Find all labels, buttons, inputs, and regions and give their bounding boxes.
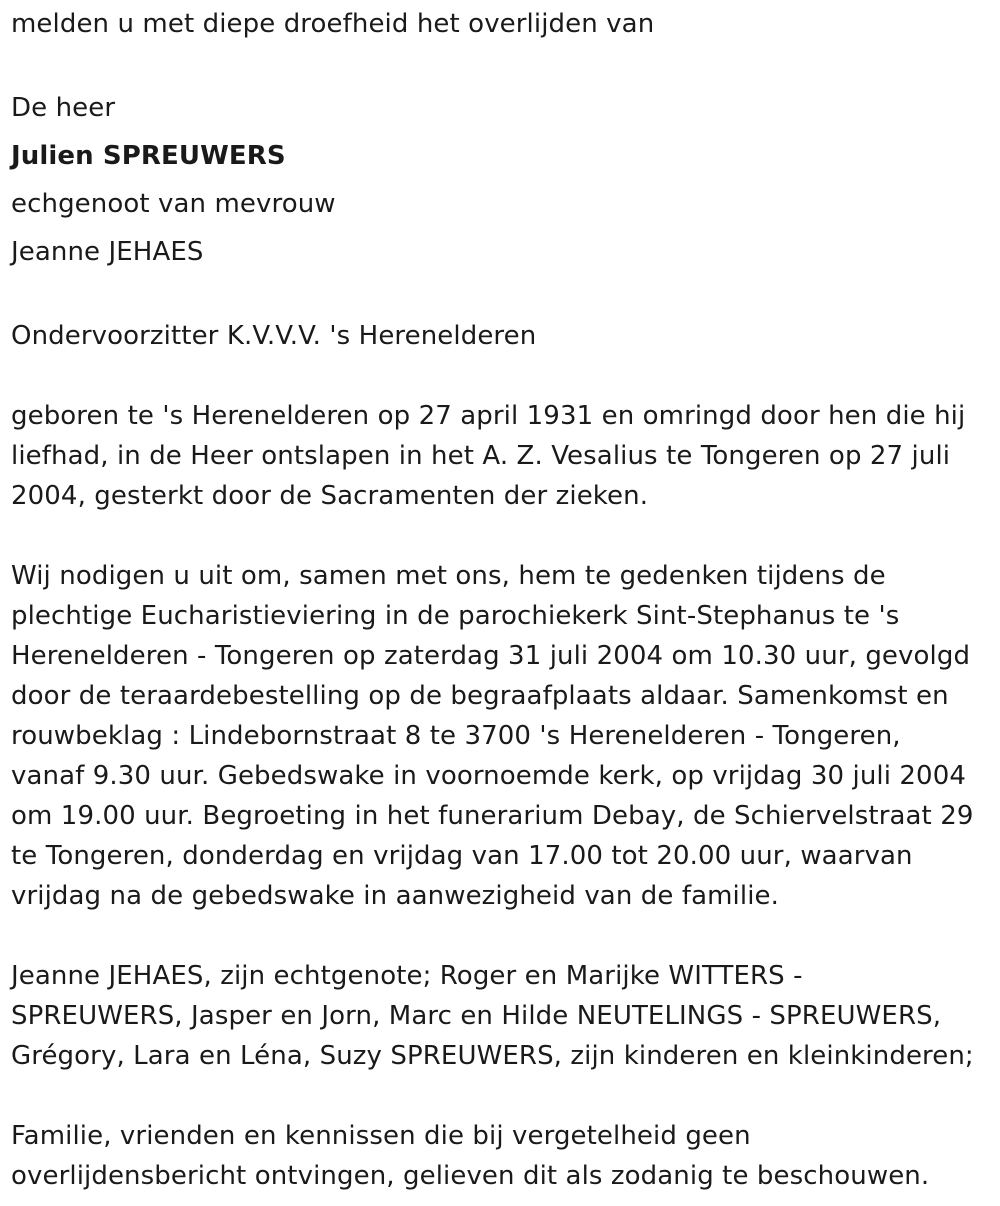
paragraph-line: plechtige Eucharistieviering in de parochiekerk Sint-Stephanus te 's (11, 601, 900, 631)
paragraph-line: Grégory, Lara en Léna, Suzy SPREUWERS, zijn kinderen en kleinkinderen; (11, 1041, 974, 1071)
paragraph-line: Familie, vrienden en kennissen die bij vergetelheid geen (11, 1121, 751, 1151)
salutation: De heer (11, 93, 116, 123)
birth-death-paragraph (11, 396, 993, 516)
spacer (11, 516, 993, 556)
spacer (11, 1076, 993, 1116)
role-text: Ondervoorzitter K.V.V.V. 's Herenelderen (11, 321, 537, 351)
paragraph-line: overlijdensbericht ontvingen, gelieven dit als zodanig te beschouwen. (11, 1161, 930, 1191)
paragraph-line: door de teraardebestelling op de begraafplaats aldaar. Samenkomst en (11, 681, 949, 711)
paragraph-line: Jeanne JEHAES, zijn echtgenote; Roger en Marijke WITTERS - (11, 961, 803, 991)
intro-text: melden u met diepe droefheid het overlijden van (11, 9, 655, 39)
spouse-label: echgenoot van mevrouw (11, 189, 336, 219)
paragraph-line: Wij nodigen u uit om, samen met ons, hem te gedenken tijdens de (11, 561, 886, 591)
spouse-name: Jeanne JEHAES (11, 237, 204, 267)
paragraph-line: SPREUWERS, Jasper en Jorn, Marc en Hilde NEUTELINGS - SPREUWERS, (11, 1001, 942, 1031)
paragraph-line: om 19.00 uur. Begroeting in het funerarium Debay, de Schiervelstraat 29 (11, 801, 974, 831)
paragraph-line: geboren te 's Herenelderen op 27 april 1931 en omringd door hen die hij (11, 401, 966, 431)
paragraph-line: vanaf 9.30 uur. Gebedswake in voornoemde kerk, op vrijdag 30 juli 2004 (11, 761, 966, 791)
spacer (11, 44, 993, 84)
paragraph-line: liefhad, in de Heer ontslapen in het A. Z. Vesalius te Tongeren op 27 juli (11, 441, 951, 471)
spacer (11, 916, 993, 956)
spacer (11, 276, 993, 316)
paragraph-line: Herenelderen - Tongeren op zaterdag 31 juli 2004 om 10.30 uur, gevolgd (11, 641, 971, 671)
paragraph-line: te Tongeren, donderdag en vrijdag van 17.00 tot 20.00 uur, waarvan (11, 841, 913, 871)
ceremony-paragraph (11, 556, 993, 916)
paragraph-line: rouwbeklag : Lindebornstraat 8 te 3700 's Herenelderen - Tongeren, (11, 721, 901, 751)
paragraph-line: vrijdag na de gebedswake in aanwezigheid van de familie. (11, 881, 779, 911)
closing-paragraph (11, 1116, 993, 1196)
spacer (11, 356, 993, 396)
family-paragraph (11, 956, 993, 1076)
death-notice (11, 4, 993, 1196)
deceased-name: Julien SPREUWERS (11, 141, 286, 171)
paragraph-line: 2004, gesterkt door de Sacramenten der zieken. (11, 481, 649, 511)
